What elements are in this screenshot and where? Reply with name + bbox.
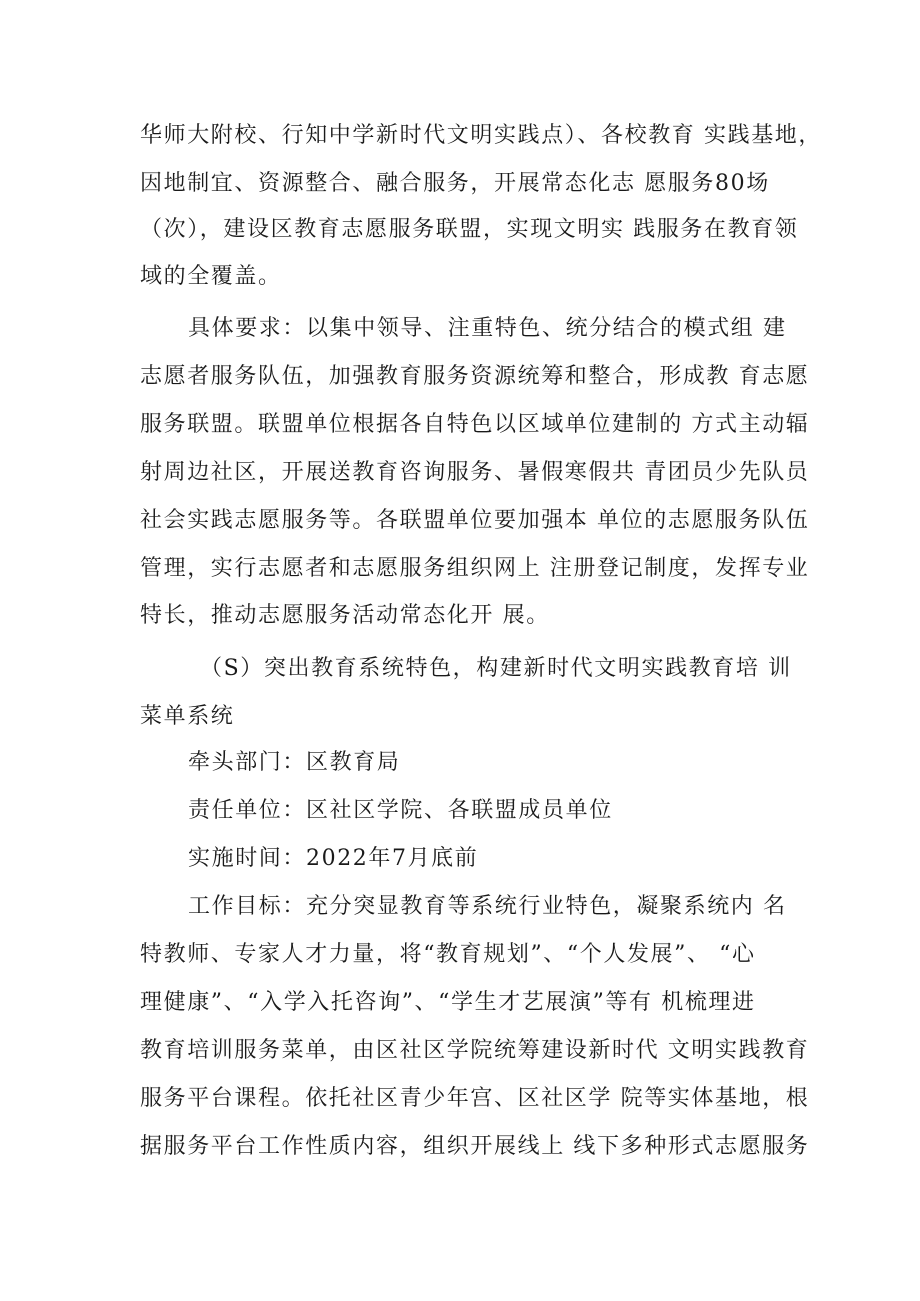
text-line: 服务联盟。联盟单位根据各自特色以区域单位建制的 方式主动辐 — [140, 412, 810, 437]
text-line: 因地制宜、资源整合、融合服务，开展常态化志 愿服务80场 — [140, 171, 770, 196]
text-line: 据服务平台工作性质内容，组织开展线上 线下多种形式志愿服务 — [140, 1134, 810, 1159]
text-line: 教育培训服务菜单，由区社区学院统筹建设新时代 文明实践教育 — [140, 1038, 810, 1063]
section-heading: （S）突出教育系统特色，构建新时代文明实践教育培 训 — [200, 656, 792, 681]
lead-department: 牵头部门：区教育局 — [188, 750, 401, 775]
text-line: 社会实践志愿服务等。各联盟单位要加强本 单位的志愿服务队伍 — [140, 508, 810, 533]
text-line: 具体要求：以集中领导、注重特色、统分结合的模式组 建 — [188, 316, 787, 341]
text-line: 特长，推动志愿服务活动常态化开 展。 — [140, 603, 550, 628]
text-line: 理健康”、“入学入托咨询”、“学生才艺展演”等有 机梳理进 — [140, 990, 756, 1015]
text-line: 管理，实行志愿者和志愿服务组织网上 注册登记制度，发挥专业 — [140, 556, 810, 581]
text-line: 域的全覆盖。 — [140, 264, 282, 289]
text-line: 服务平台课程。依托社区青少年宫、区社区学 院等实体基地，根 — [140, 1086, 810, 1111]
section-heading: 菜单系统 — [140, 704, 235, 729]
text-line: 华师大附校、行知中学新时代文明实践点）、各校教育 实践基地， — [140, 123, 822, 148]
text-line: 特教师、专家人才力量，将“教育规划”、“个人发展”、 “心 — [140, 942, 756, 967]
implementation-time: 实施时间：2022年7月底前 — [188, 846, 479, 871]
responsible-unit: 责任单位：区社区学院、各联盟成员单位 — [188, 798, 613, 823]
text-line: （次），建设区教育志愿服务联盟，实现文明实 践服务在教育领 — [140, 217, 799, 242]
text-line: 射周边社区，开展送教育咨询服务、暑假寒假共 青团员少先队员 — [140, 460, 810, 485]
text-line: 志愿者服务队伍，加强教育服务资源统筹和整合，形成教 育志愿 — [140, 364, 810, 389]
text-line: 工作目标：充分突显教育等系统行业特色，凝聚系统内 名 — [188, 894, 787, 919]
